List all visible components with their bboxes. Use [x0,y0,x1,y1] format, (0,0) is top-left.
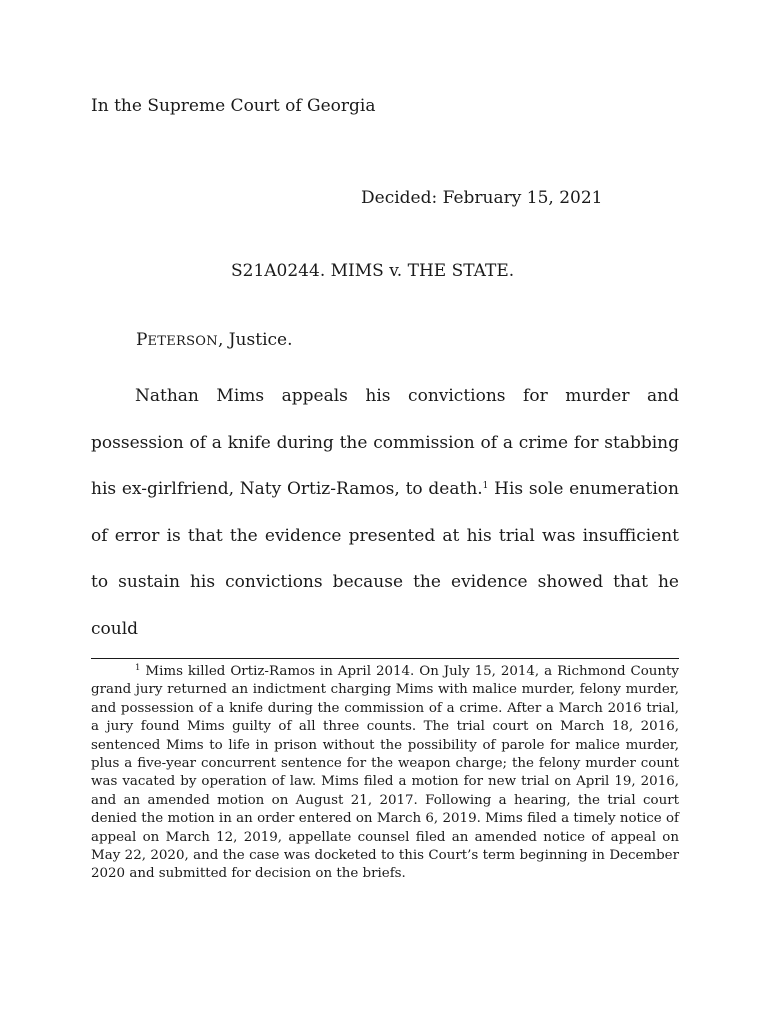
paragraph-text-end: His sole enumeration of error is that the evidence presented at his trial was insufficient to sustain his convictions because the evidence showed that he could [91,479,679,639]
opinion-paragraph [91,373,679,652]
author-name-rest: ETERSON [147,334,218,349]
opinion-author [136,328,293,354]
footnote-marker: 1 [135,663,141,673]
footnote-divider [91,658,679,659]
court-name: In the Supreme Court of Georgia [91,96,376,116]
decision-date: Decided: February 15, 2021 [361,188,603,208]
author-initial: P [136,330,148,350]
footnote-1 [91,663,679,884]
footnote-text: Mims killed Ortiz-Ramos in April 2014. On July 15, 2014, a Richmond County grand jury returned an indictment charging Mims with malice murder, felony murder, and possession of a knife during the commission of a crime. After a March 2016 trial, a jury found Mims guilty of all three counts. The trial court on March 18, 2016, sentenced Mims to life in prison without the possibility of parole for malice murder, plus a five-year concurrent sentence for the weapon charge; the felony murder count was vacated by operation of law. Mims filed a motion for new trial on April 19, 2016, and an amended motion on August 21, 2017. Following a hearing, the trial court denied the motion in an order entered on March 6, 2019. Mims filed a timely notice of appeal on March 12, 2019, appellate counsel filed an amended notice of appeal on May 22, 2020, and the case was docketed to this Court’s term beginning in December 2020 and submitted for decision on the briefs. [91,664,679,882]
author-title: , Justice. [217,330,293,350]
paragraph-text-start: Nathan Mims appeals his convictions for murder and possession of a knife during the commission of a crime for stabbing his ex-girlfriend, Naty Ortiz-Ramos, to death. [91,386,679,499]
footnote-reference[interactable]: 1 [482,481,489,491]
case-caption: S21A0244. MIMS v. THE STATE. [231,261,515,281]
